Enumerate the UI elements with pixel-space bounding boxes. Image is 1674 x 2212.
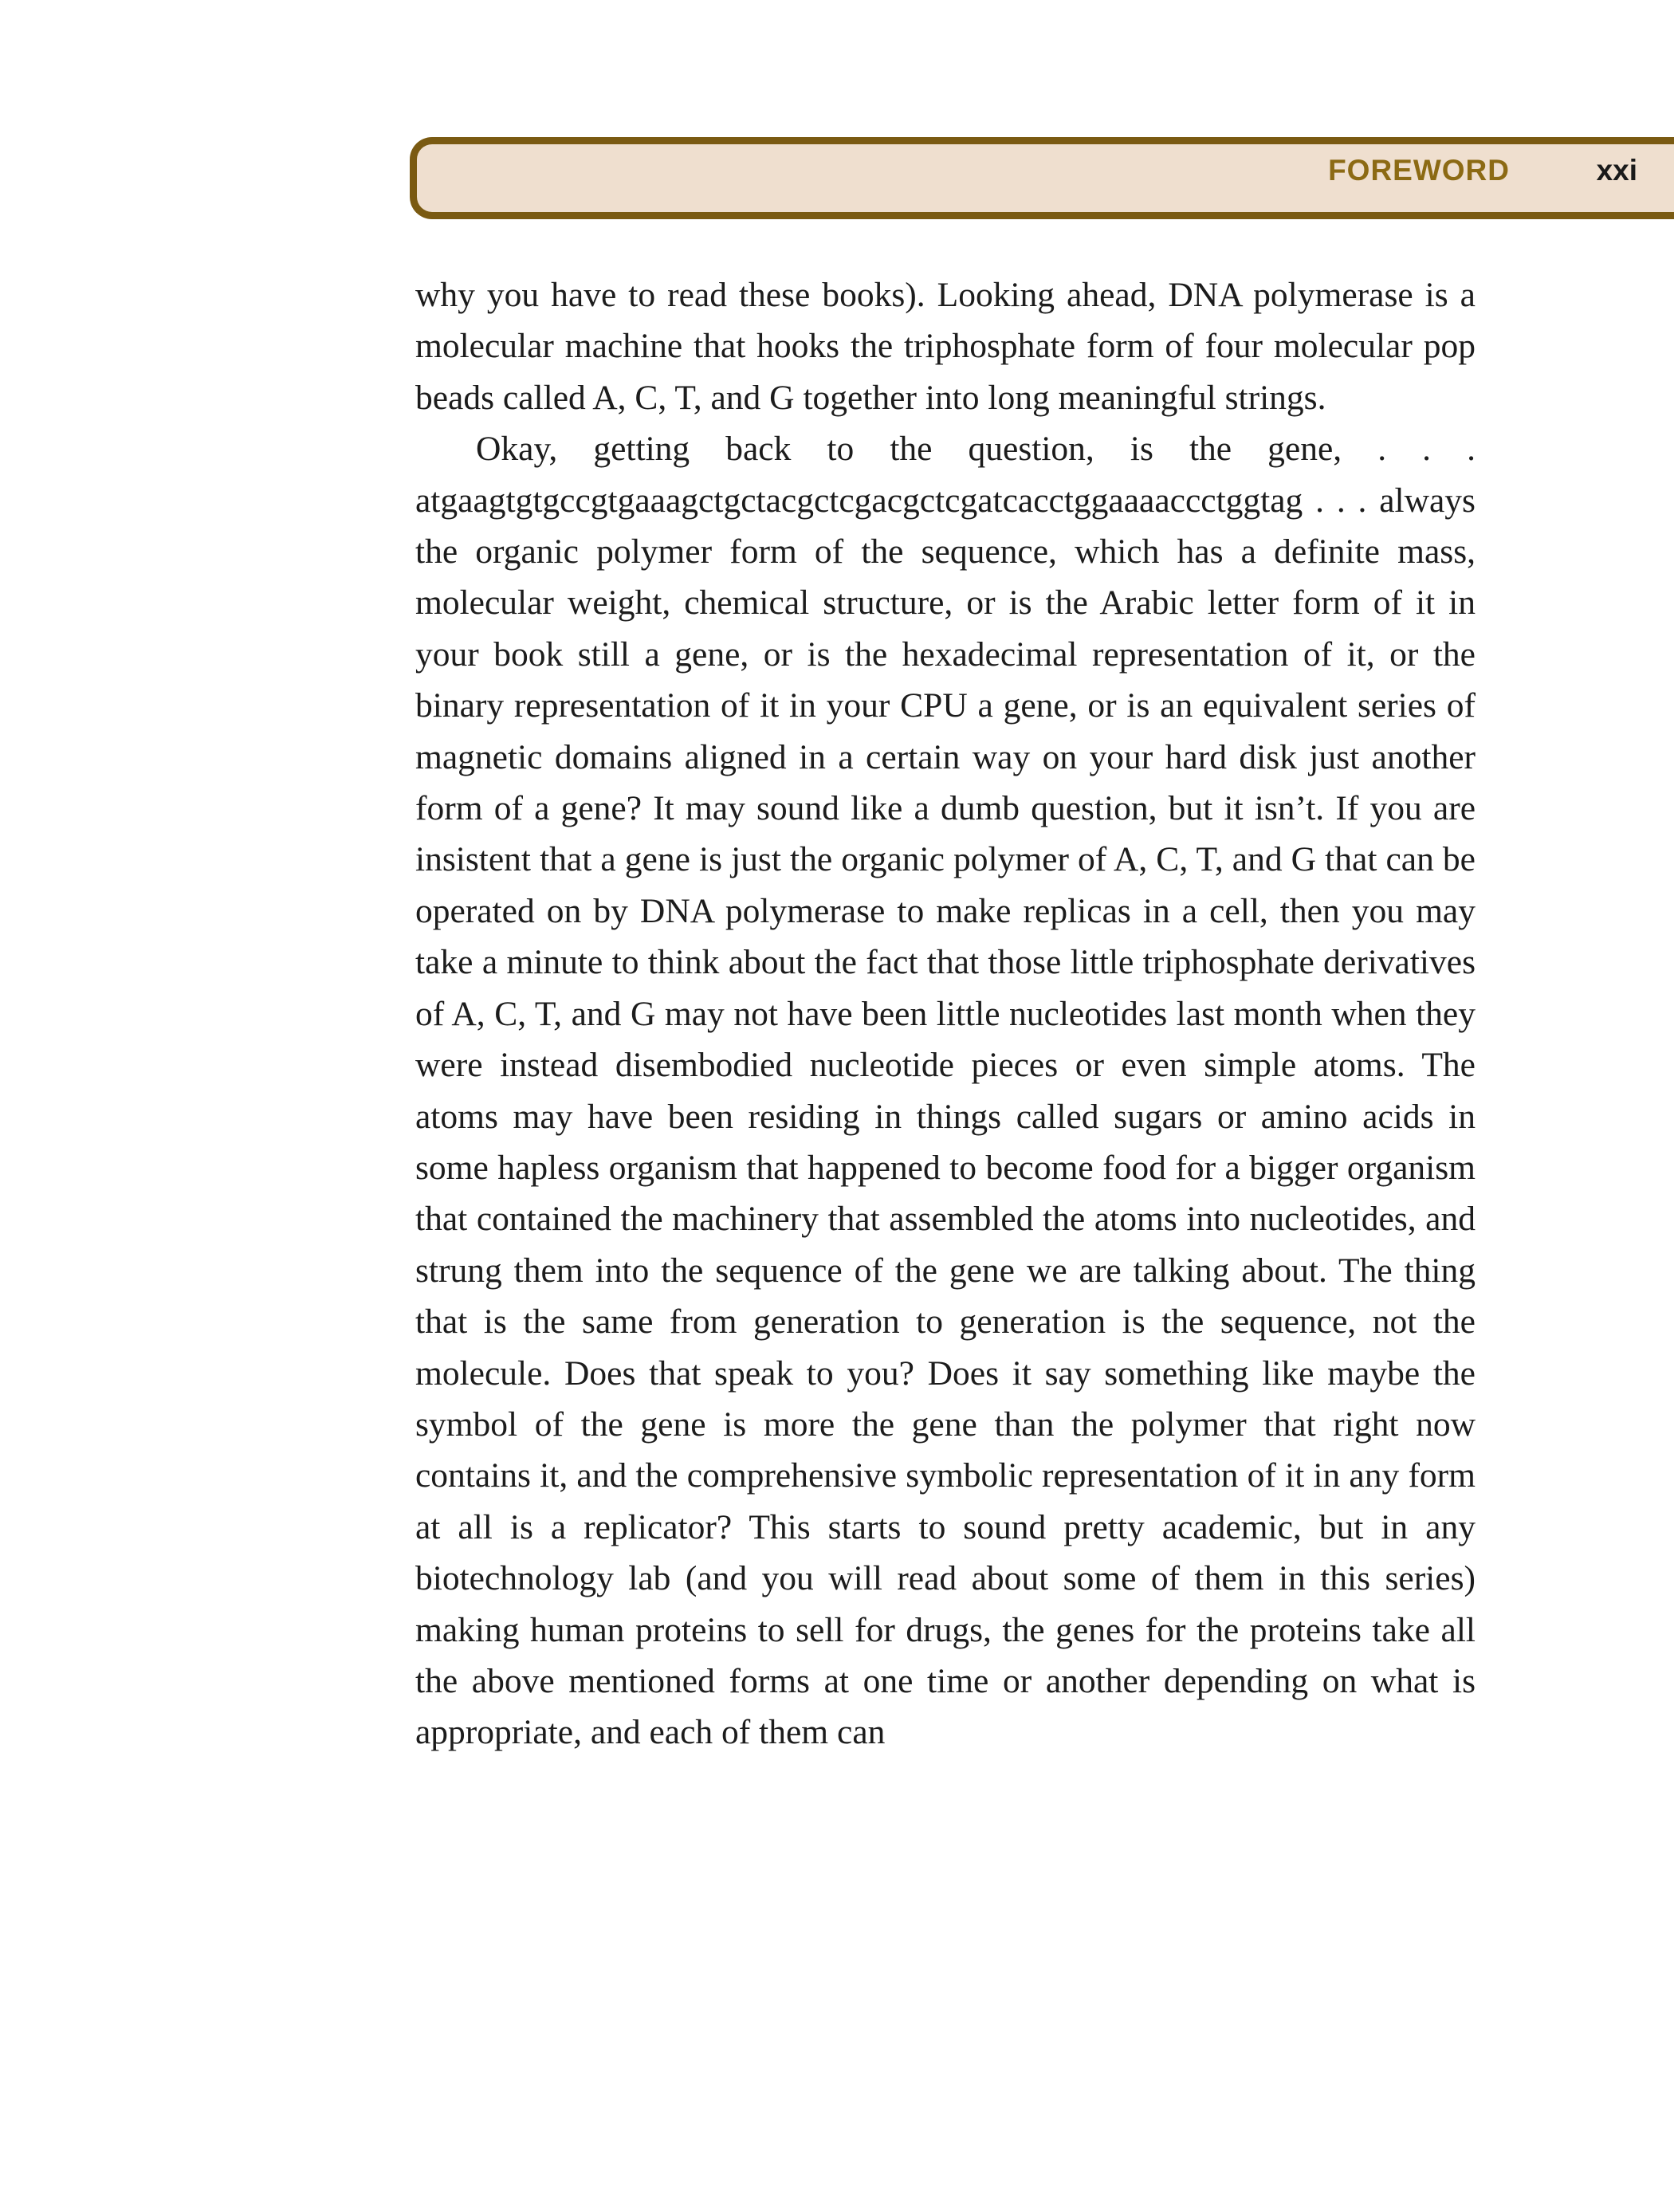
section-title: FOREWORD bbox=[1328, 154, 1510, 187]
running-header bbox=[410, 137, 1674, 219]
page-number: xxi bbox=[1596, 154, 1637, 187]
paragraph: Okay, getting back to the question, is the gene, . . . atgaagtgtgccgtgaaagctgctacgctcgacgctcgatcacctggaaaaccctggtag . . . always the organic polymer form of the sequence, which has a definite mass, molecular weight, chemical structure, or is the Arabic letter form of it in your book still a gene, or is the hexadecimal representation of it, or the binary representation of it in your CPU a gene, or is an equivalent series of magnetic domains aligned in a certain way on your hard disk just another form of a gene? It may sound like a dumb question, but it isn’t. If you are insistent that a gene is just the organic polymer of A, C, T, and G that can be operated on by DNA polymerase to make replicas in a cell, then you may take a minute to think about the fact that those little triphosphate derivatives of A, C, T, and G may not have been little nucleotides last month when they were instead disembodied nucleotide pieces or even simple atoms. The atoms may have been residing in things called sugars or amino acids in some hapless organism that happened to become food for a bigger organism that contained the machinery that assembled the atoms into nucleotides, and strung them into the sequence of the gene we are talking about. The thing that is the same from generation to generation is the sequence, not the molecule. Does that speak to you? Does it say something like maybe the symbol of the gene is more the gene than the polymer that right now contains it, and the comprehensive symbolic representation of it in any form at all is a replicator? This starts to sound pretty academic, but in any biotechnology lab (and you will read about some of them in this series) making human proteins to sell for drugs, the genes for the proteins take all the above mentioned forms at one time or another depending on what is appropriate, and each of them can bbox=[415, 430, 1476, 1752]
paragraph-continued: why you have to read these books). Looking ahead, DNA polymerase is a molecular machine that hooks the triphosphate form of four molecular pop beads called A, C, T, and G together into long meaningful strings. bbox=[415, 276, 1476, 417]
body-text bbox=[415, 269, 1476, 1758]
